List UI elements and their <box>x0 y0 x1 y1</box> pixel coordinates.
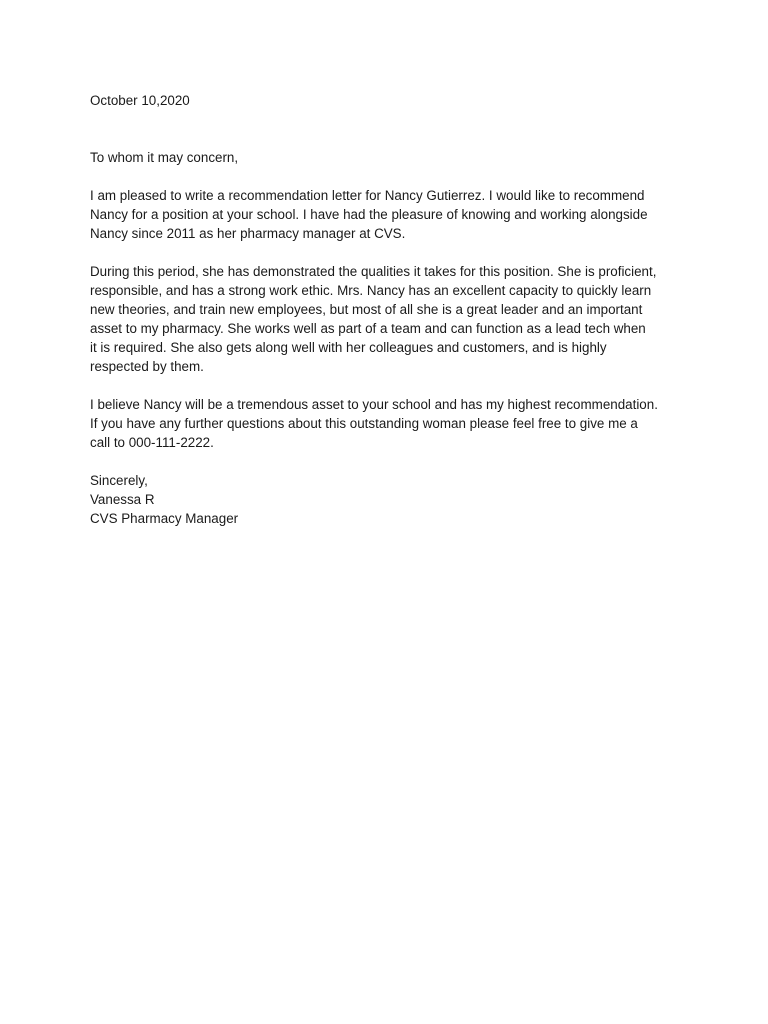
signer-name: Vanessa R <box>90 492 155 507</box>
letter-salutation: To whom it may concern, <box>90 150 239 165</box>
letter-closing-block <box>90 471 710 528</box>
signer-title: CVS Pharmacy Manager <box>90 511 239 526</box>
paragraph-line: respected by them. <box>90 359 204 374</box>
paragraph-qualities <box>90 262 710 376</box>
paragraph-line: During this period, she has demonstrated the qualities it takes for this position. She is proficient, <box>90 264 657 279</box>
recommendation-letter <box>90 91 710 528</box>
paragraph-line: asset to my pharmacy. She works well as part of a team and can function as a lead tech when <box>90 321 646 336</box>
paragraph-line: If you have any further questions about this outstanding woman please feel free to give me a <box>90 416 638 431</box>
paragraph-line: new theories, and train new employees, but most of all she is a great leader and an important <box>90 302 643 317</box>
paragraph-introduction <box>90 186 710 243</box>
paragraph-line: it is required. She also gets along well with her colleagues and customers, and is highly <box>90 340 607 355</box>
letter-date: October 10,2020 <box>90 93 190 108</box>
paragraph-line: I believe Nancy will be a tremendous asset to your school and has my highest recommendation. <box>90 397 658 412</box>
paragraph-recommendation <box>90 395 710 452</box>
paragraph-line: I am pleased to write a recommendation letter for Nancy Gutierrez. I would like to recommend <box>90 188 645 203</box>
paragraph-line: Nancy since 2011 as her pharmacy manager at CVS. <box>90 226 406 241</box>
paragraph-line: Nancy for a position at your school. I have had the pleasure of knowing and working alongside <box>90 207 648 222</box>
paragraph-line: responsible, and has a strong work ethic. Mrs. Nancy has an excellent capacity to quickly learn <box>90 283 652 298</box>
letter-closing: Sincerely, <box>90 473 148 488</box>
paragraph-line: call to 000-111-2222. <box>90 435 214 450</box>
